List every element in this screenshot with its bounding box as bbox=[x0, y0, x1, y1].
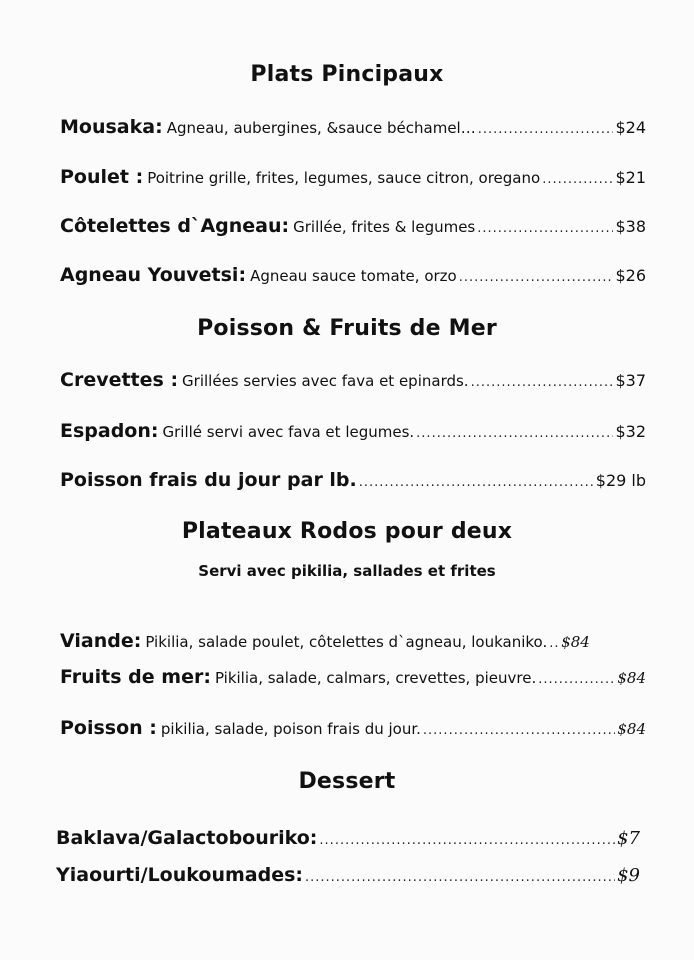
item-name: Mousaka: bbox=[60, 116, 163, 138]
section-title-poisson: Poisson & Fruits de Mer bbox=[197, 316, 497, 341]
item-price: $24 bbox=[615, 118, 646, 137]
item-name: Viande: bbox=[60, 630, 142, 652]
dot-leader bbox=[549, 636, 559, 651]
item-name: Poisson frais du jour par lb. bbox=[60, 469, 357, 491]
item-price: $38 bbox=[615, 217, 646, 236]
item-price: $37 bbox=[615, 371, 646, 390]
item-desc: Grillée, frites & legumes bbox=[293, 218, 476, 236]
item-name: Agneau Youvetsi: bbox=[60, 264, 247, 286]
dot-leader bbox=[359, 475, 594, 490]
section-title-dessert: Dessert bbox=[298, 769, 396, 794]
dot-leader bbox=[478, 122, 614, 137]
item-price: $26 bbox=[615, 266, 646, 285]
item-desc: pikilia, salade, poison frais du jour. bbox=[160, 720, 421, 738]
menu-item bbox=[56, 827, 640, 855]
item-name: Côtelettes d`Agneau: bbox=[60, 215, 290, 237]
item-price: $84 bbox=[617, 720, 646, 738]
dot-leader bbox=[416, 426, 613, 441]
section-subtitle-plateaux: Servi avec pikilia, sallades et frites bbox=[198, 562, 496, 580]
item-desc: Pikilia, salade poulet, côtelettes d`agneau, loukaniko. bbox=[145, 633, 548, 651]
section-title-plats: Plats Pincipaux bbox=[250, 62, 444, 87]
menu-item bbox=[60, 264, 646, 292]
item-name: Poulet : bbox=[60, 166, 144, 188]
item-name: Yiaourti/Loukoumades: bbox=[56, 864, 303, 886]
item-price: $84 bbox=[561, 633, 590, 651]
dot-leader bbox=[542, 172, 613, 187]
menu-item bbox=[60, 166, 646, 194]
item-desc: Poitrine grille, frites, legumes, sauce citron, oregano bbox=[147, 169, 541, 187]
dot-leader bbox=[319, 833, 615, 848]
item-name: Crevettes : bbox=[60, 369, 179, 391]
menu-item bbox=[60, 420, 646, 448]
menu-item bbox=[60, 469, 646, 497]
item-name: Espadon: bbox=[60, 420, 159, 442]
menu-item bbox=[60, 666, 646, 694]
item-desc: Pikilia, salade, calmars, crevettes, pieuvre. bbox=[214, 669, 537, 687]
item-desc: Grillées servies avec fava et epinards. bbox=[182, 372, 469, 390]
section-title-plateaux: Plateaux Rodos pour deux bbox=[181, 519, 513, 544]
item-desc: Agneau sauce tomate, orzo bbox=[250, 267, 457, 285]
menu-item bbox=[60, 369, 646, 397]
item-price: $9 bbox=[617, 865, 640, 886]
menu-item bbox=[60, 215, 646, 243]
menu-item bbox=[60, 116, 646, 144]
item-price: $29 lb bbox=[595, 471, 646, 490]
item-name: Baklava/Galactobouriko: bbox=[56, 827, 318, 849]
item-desc: Agneau, aubergines, &sauce béchamel… bbox=[166, 119, 476, 137]
item-price: $84 bbox=[617, 669, 646, 687]
dot-leader bbox=[305, 870, 615, 885]
item-price: $21 bbox=[615, 168, 646, 187]
item-price: $32 bbox=[615, 422, 646, 441]
dot-leader bbox=[538, 672, 615, 687]
dot-leader bbox=[459, 270, 614, 285]
menu-item bbox=[56, 864, 640, 892]
item-name: Fruits de mer: bbox=[60, 666, 211, 688]
item-name: Poisson : bbox=[60, 717, 157, 739]
dot-leader bbox=[477, 221, 613, 236]
dot-leader bbox=[471, 375, 614, 390]
item-desc: Grillé servi avec fava et legumes. bbox=[162, 423, 415, 441]
menu-item bbox=[60, 717, 646, 745]
item-price: $7 bbox=[617, 828, 640, 849]
dot-leader bbox=[423, 723, 615, 738]
menu-item bbox=[60, 630, 646, 658]
